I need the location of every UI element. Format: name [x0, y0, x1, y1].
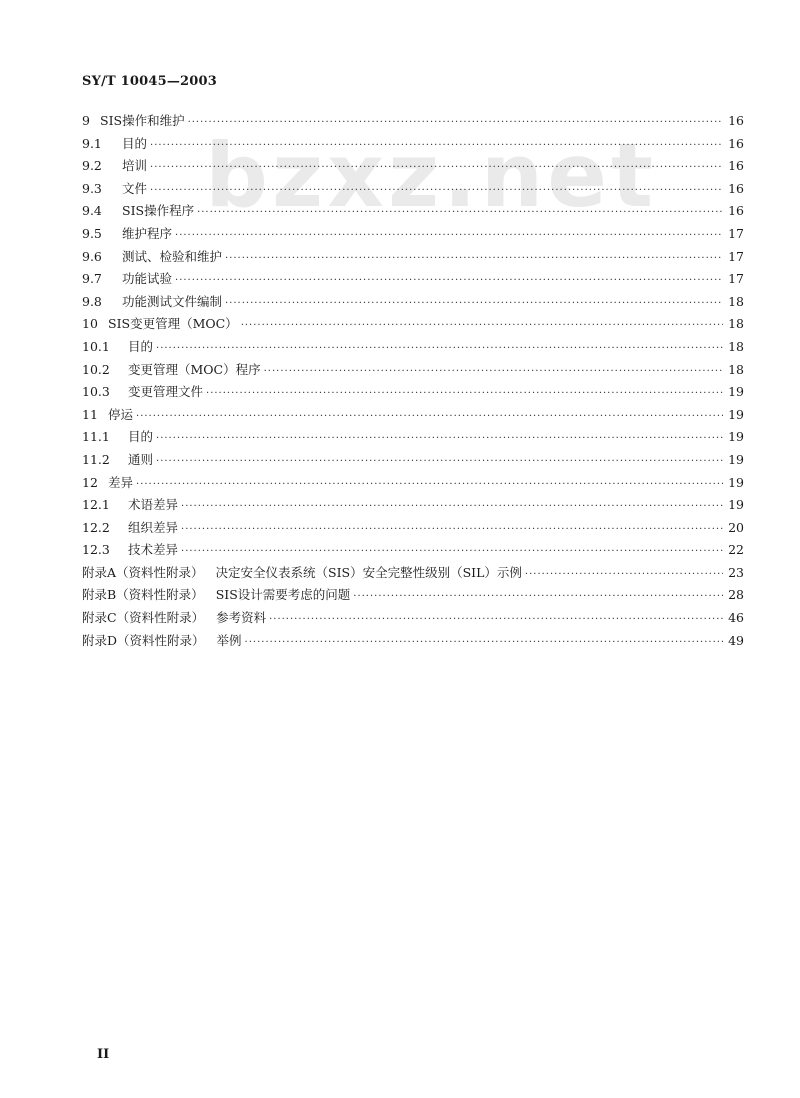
toc-entry[interactable] — [82, 179, 744, 202]
toc-entry-title: 功能测试文件编制 — [122, 293, 223, 309]
toc-entry[interactable] — [82, 495, 744, 518]
toc-leader-dots — [181, 501, 723, 512]
toc-entry-title: 文件 — [122, 180, 148, 196]
toc-entry-title: SIS变更管理（MOC） — [108, 316, 238, 332]
toc-entry[interactable] — [82, 134, 744, 157]
toc-entry-title: SIS操作程序 — [122, 203, 195, 219]
toc-entry-title: 目的 — [122, 135, 148, 151]
toc-entry-number: 附录C（资料性附录） — [82, 610, 205, 626]
toc-entry-title: 举例 — [216, 632, 242, 648]
toc-entry-number: 附录B（资料性附录） — [82, 587, 204, 603]
toc-leader-dots — [175, 275, 723, 286]
toc-entry[interactable] — [82, 360, 744, 383]
toc-leader-dots — [156, 433, 723, 444]
toc-leader-dots — [150, 140, 723, 151]
toc-leader-dots — [264, 366, 723, 377]
toc-entry-page: 19 — [728, 384, 744, 400]
toc-entry-number: 9.3 — [82, 180, 102, 196]
watermark-text: bzxz.net — [205, 124, 658, 227]
toc-leader-dots — [156, 456, 723, 467]
toc-entry-number: 9.7 — [82, 271, 102, 287]
toc-entry[interactable] — [82, 111, 744, 134]
toc-entry[interactable] — [82, 427, 744, 450]
toc-entry-page: 18 — [728, 361, 744, 377]
toc-entry[interactable] — [82, 156, 744, 179]
toc-entry-number: 9.1 — [82, 135, 102, 151]
toc-leader-dots — [525, 569, 723, 580]
toc-entry-number: 10 — [82, 316, 98, 332]
toc-entry-page: 23 — [728, 564, 744, 580]
toc-entry-number: 9 — [82, 113, 90, 128]
toc-entry-page: 22 — [728, 542, 744, 558]
toc-entry-title: 决定安全仪表系统（SIS）安全完整性级别（SIL）示例 — [215, 564, 522, 580]
toc-entry-title: 变更管理文件 — [128, 384, 204, 400]
toc-entry[interactable] — [82, 224, 744, 247]
toc-entry-number: 11.1 — [82, 429, 110, 445]
toc-entry-number: 12.3 — [82, 542, 110, 558]
toc-entry-title: 术语差异 — [128, 497, 179, 513]
toc-entry[interactable] — [82, 337, 744, 360]
toc-entry-number: 9.5 — [82, 225, 102, 241]
toc-entry-title: 参考资料 — [216, 610, 267, 626]
toc-entry-appendix[interactable] — [82, 585, 744, 608]
toc-entry-title: 组织差异 — [128, 519, 179, 535]
toc-entry-page: 19 — [728, 429, 744, 445]
toc-leader-dots — [197, 207, 723, 218]
toc-entry[interactable] — [82, 269, 744, 292]
table-of-contents — [82, 111, 744, 653]
toc-entry-title: 培训 — [122, 158, 148, 174]
toc-leader-dots — [136, 479, 723, 490]
toc-entry-title: 测试、检验和维护 — [122, 248, 223, 264]
toc-entry-number: 11 — [82, 406, 98, 422]
toc-entry-number: 9.6 — [82, 248, 102, 264]
toc-leader-dots — [175, 230, 723, 241]
toc-entry-page: 49 — [728, 632, 744, 648]
toc-entry[interactable] — [82, 292, 744, 315]
toc-leader-dots — [150, 185, 723, 196]
toc-entry-number: 12 — [82, 474, 98, 490]
toc-entry-page: 20 — [728, 519, 744, 535]
toc-entry[interactable] — [82, 314, 744, 337]
toc-entry-page: 18 — [728, 293, 744, 309]
toc-leader-dots — [156, 343, 723, 354]
toc-entry-page: 17 — [728, 248, 744, 264]
toc-entry-appendix[interactable] — [82, 563, 744, 586]
toc-leader-dots — [225, 298, 723, 309]
toc-entry[interactable] — [82, 201, 744, 224]
toc-entry-page: 18 — [728, 338, 744, 354]
toc-entry-number: 12.2 — [82, 519, 110, 535]
toc-entry-page: 19 — [728, 474, 744, 490]
toc-leader-dots — [188, 117, 723, 128]
toc-entry-number: 附录D（资料性附录） — [82, 632, 205, 648]
toc-leader-dots — [150, 162, 723, 173]
toc-entry-page: 16 — [728, 203, 744, 219]
toc-entry-page: 16 — [728, 135, 744, 151]
toc-leader-dots — [225, 253, 723, 264]
toc-entry-number: 9.8 — [82, 293, 102, 309]
toc-entry-title: SIS设计需要考虑的问题 — [215, 587, 351, 603]
toc-entry-title: 差异 — [108, 474, 134, 490]
toc-entry-number: 10.1 — [82, 338, 110, 354]
page-number: II — [97, 1047, 110, 1062]
toc-entry-number: 11.2 — [82, 451, 110, 467]
toc-leader-dots — [181, 524, 723, 535]
toc-entry[interactable] — [82, 540, 744, 563]
toc-entry-title: 技术差异 — [128, 542, 179, 558]
toc-leader-dots — [353, 591, 723, 602]
toc-entry-title: 功能试验 — [122, 271, 173, 287]
toc-leader-dots — [269, 614, 723, 625]
toc-entry-title: 维护程序 — [122, 225, 173, 241]
toc-entry-page: 16 — [728, 180, 744, 196]
toc-leader-dots — [241, 320, 723, 331]
toc-entry[interactable] — [82, 518, 744, 541]
toc-leader-dots — [245, 637, 723, 648]
document-header-code: SY/T 10045—2003 — [82, 74, 218, 89]
toc-leader-dots — [136, 411, 723, 422]
toc-leader-dots — [206, 388, 723, 399]
toc-entry-page: 19 — [728, 406, 744, 422]
toc-leader-dots — [181, 546, 723, 557]
toc-entry-number: 9.2 — [82, 158, 102, 174]
toc-entry[interactable] — [82, 450, 744, 473]
toc-entry-appendix[interactable] — [82, 608, 744, 631]
toc-entry-title: 通则 — [128, 451, 154, 467]
toc-entry-number: 9.4 — [82, 203, 102, 219]
toc-entry-title: 目的 — [128, 338, 154, 354]
toc-entry-number: 12.1 — [82, 497, 110, 513]
toc-entry-page: 17 — [728, 271, 744, 287]
toc-entry[interactable] — [82, 382, 744, 405]
toc-entry-page: 46 — [728, 610, 744, 626]
toc-entry[interactable] — [82, 405, 744, 428]
toc-entry[interactable] — [82, 473, 744, 496]
toc-entry-page: 17 — [728, 225, 744, 241]
toc-entry-appendix[interactable] — [82, 631, 744, 654]
toc-entry-page: 19 — [728, 451, 744, 467]
toc-entry-page: 16 — [728, 158, 744, 174]
toc-entry-page: 18 — [728, 316, 744, 332]
toc-entry-number: 10.3 — [82, 384, 110, 400]
toc-entry-title: 停运 — [108, 406, 134, 422]
toc-entry-page: 28 — [728, 587, 744, 603]
toc-entry-title: 目的 — [128, 429, 154, 445]
toc-entry-page: 16 — [728, 113, 744, 128]
toc-entry-number: 10.2 — [82, 361, 110, 377]
toc-entry[interactable] — [82, 247, 744, 270]
toc-entry-title: SIS操作和维护 — [100, 113, 185, 128]
toc-entry-page: 19 — [728, 497, 744, 513]
toc-entry-title: 变更管理（MOC）程序 — [128, 361, 261, 377]
toc-entry-number: 附录A（资料性附录） — [82, 564, 204, 580]
